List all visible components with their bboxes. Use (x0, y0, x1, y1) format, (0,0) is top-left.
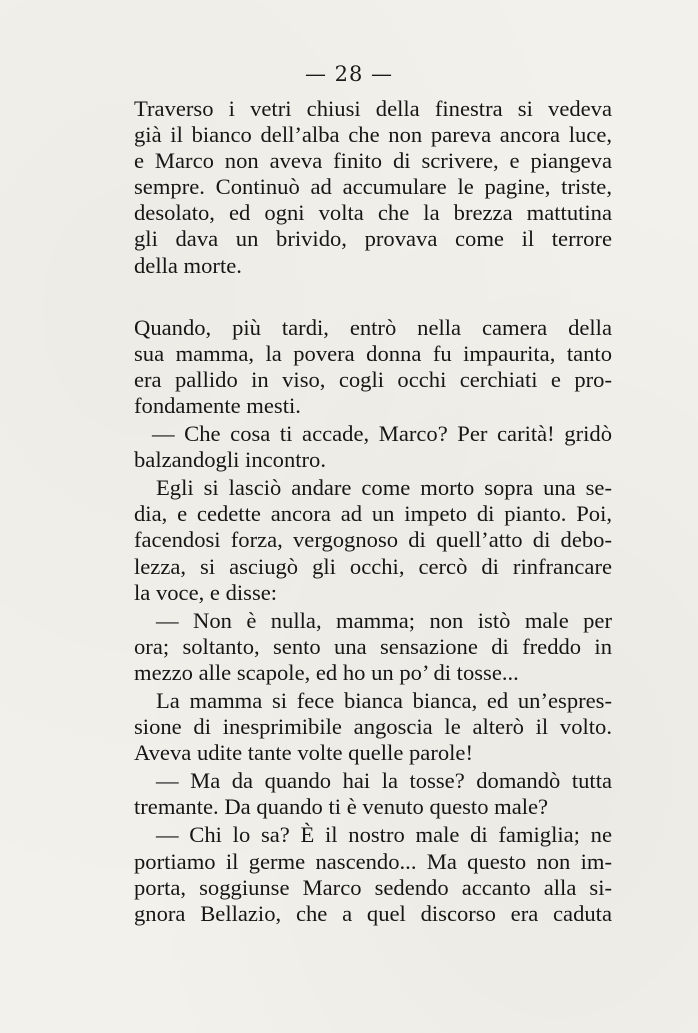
text-line: già il bianco dell’alba che non pareva ancora luce, (134, 122, 612, 148)
paragraph (134, 421, 612, 473)
text-line: desolato, ed ogni volta che la brezza mattutina (134, 200, 612, 226)
text-line: — Chi lo sa? È il nostro male di famiglia; ne (156, 822, 612, 848)
text-line: La mamma si fece bianca bianca, ed un’espres- (156, 687, 612, 713)
text-line: la voce, e disse: (134, 579, 278, 605)
paragraph (134, 768, 612, 820)
text-line: Egli si lasciò andare come morto sopra una se- (156, 475, 612, 501)
text-line: — Ma da quando hai la tosse? domandò tutta (156, 768, 612, 794)
text-line: sempre. Continuò ad accumulare le pagine, triste, (134, 174, 612, 200)
text-line: facendosi forza, vergognoso di quell’atto di debo- (134, 527, 612, 553)
paragraph (134, 315, 612, 419)
text-line: lezza, si asciugò gli occhi, cercò di rinfrancare (134, 553, 612, 579)
text-line: gli dava un brivido, provava come il terrore (134, 226, 612, 252)
paragraph (134, 96, 612, 279)
text-line: gnora Bellazio, che a quel discorso era caduta (134, 900, 612, 926)
text-line: Aveva udite tante volte quelle parole! (134, 740, 473, 766)
text-line: dia, e cedette ancora ad un impeto di pianto. Poi, (134, 501, 612, 527)
text-line: porta, soggiunse Marco sedendo accanto alla si- (134, 874, 612, 900)
text-line: — Che cosa ti accade, Marco? Per carità! gridò (152, 421, 612, 447)
text-line: portiamo il germe nascendo... Ma questo non im- (134, 848, 612, 874)
text-line: della morte. (134, 252, 242, 278)
text-line: sione di inesprimibile angoscia le alterò il volto. (134, 714, 612, 740)
text-line: — Non è nulla, mamma; non istò male per (156, 607, 612, 633)
text-line: balzandogli incontro. (134, 447, 326, 473)
text-line: ora; soltanto, sento una sensazione di freddo in (134, 633, 612, 659)
page-number: — 28 — (304, 62, 394, 86)
paragraph (134, 608, 612, 686)
text-line: mezzo alle scapole, ed ho un po’ di tosse... (134, 659, 519, 685)
paragraph (134, 475, 612, 605)
paragraph (134, 688, 612, 766)
body-text (134, 96, 612, 927)
text-line: era pallido in viso, cogli occhi cerchiati e pro- (134, 366, 612, 392)
text-line: sua mamma, la povera donna fu impaurita, tanto (134, 340, 612, 366)
text-line: Quando, più tardi, entrò nella camera della (134, 314, 612, 340)
text-line: fondamente mesti. (134, 392, 301, 418)
text-line: tremante. Da quando ti è venuto questo male? (134, 794, 549, 820)
text-line: e Marco non aveva finito di scrivere, e piangeva (134, 148, 612, 174)
text-line: Traverso i vetri chiusi della finestra si vedeva (134, 96, 612, 121)
paragraph (134, 822, 612, 926)
